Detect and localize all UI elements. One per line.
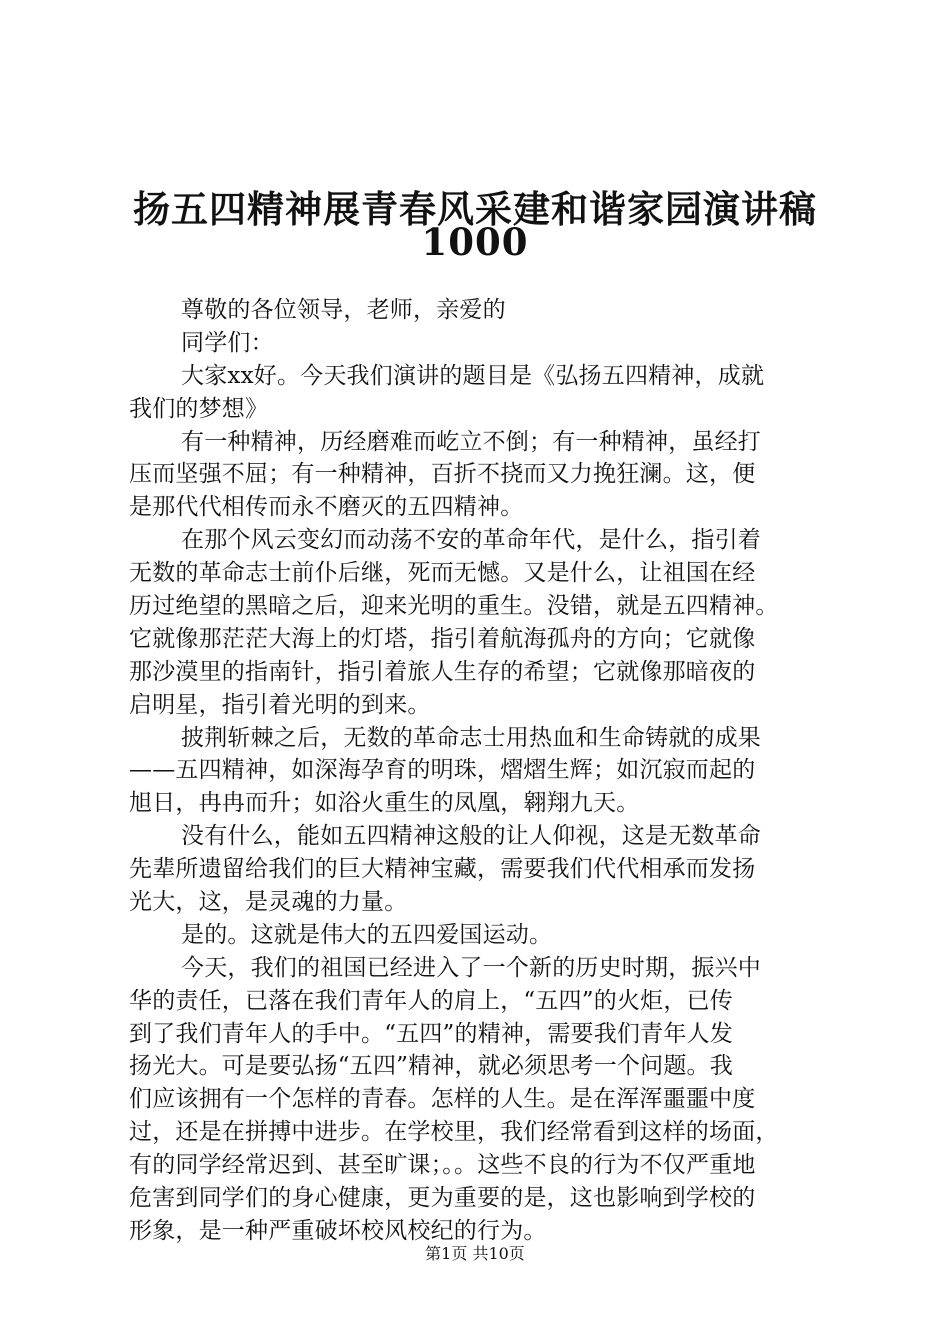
body-text-line: 们应该拥有一个怎样的青春。怎样的人生。是在浑浑噩噩中度 <box>129 1086 756 1113</box>
body-text-line: 尊敬的各位领导，老师，亲爱的 <box>181 297 506 323</box>
body-text-line: 它就像那茫茫大海上的灯塔，指引着航海孤舟的方向；它就像 <box>129 625 756 652</box>
body-text-line: 华的责任，已落在我们青年人的肩上，“五四”的火炬，已传 <box>129 987 733 1014</box>
body-text-line: 今天，我们的祖国已经进入了一个新的历史时期，振兴中 <box>181 954 761 981</box>
body-text-line: 光大，这，是灵魂的力量。 <box>129 889 408 916</box>
document-title-line-1: 扬五四精神展青春风采建和谐家园演讲稿 <box>133 187 817 231</box>
body-text-line: 历过绝望的黑暗之后，迎来光明的重生。没错，就是五四精神。 <box>129 593 779 620</box>
body-text-line: 有的同学经常迟到、甚至旷课；。。这些不良的行为不仅严重地 <box>129 1152 756 1179</box>
document-title-line-2: 1000 <box>421 220 529 264</box>
body-text-line: 我们的梦想》 <box>129 395 269 422</box>
body-text-line: 在那个风云变幻而动荡不安的革命年代，是什么，指引着 <box>181 527 761 554</box>
body-text-line: 大家xx好。今天我们演讲的题目是《弘扬五四精神，成就 <box>181 362 765 389</box>
body-text-line: 危害到同学们的身心健康，更为重要的是，这也影响到学校的 <box>129 1185 756 1212</box>
body-text-line: 启明星，指引着光明的到来。 <box>129 691 431 718</box>
document-body <box>129 294 833 1248</box>
body-text-line: 是那代代相传而永不磨灭的五四精神。 <box>129 494 524 521</box>
body-text-line: ——五四精神，如深海孕育的明珠，熠熠生辉；如沉寂而起的 <box>129 757 756 784</box>
body-text-line: 过，还是在拼搏中进步。在学校里，我们经常看到这样的场面， <box>129 1119 779 1146</box>
body-text-line: 那沙漠里的指南针，指引着旅人生存的希望；它就像那暗夜的 <box>129 658 756 685</box>
body-text-line: 先辈所遗留给我们的巨大精神宝藏，需要我们代代相承而发扬 <box>129 856 756 883</box>
body-text-line: 无数的革命志士前仆后继，死而无憾。又是什么，让祖国在经 <box>129 560 756 587</box>
page-footer: 第1页 共10页 <box>425 1244 525 1263</box>
body-text-line: 有一种精神，历经磨难而屹立不倒；有一种精神，虽经打 <box>181 428 761 455</box>
body-text-line: 扬光大。可是要弘扬“五四”精神，就必须思考一个问题。我 <box>129 1053 733 1080</box>
body-text-line: 是的。这就是伟大的五四爱国运动。 <box>181 921 553 948</box>
body-text-line: 披荆斩棘之后，无数的革命志士用热血和生命铸就的成果 <box>181 724 761 751</box>
body-text-line: 同学们： <box>181 329 274 356</box>
body-text-line: 旭日，冉冉而升；如浴火重生的凤凰，翱翔九天。 <box>129 790 640 817</box>
body-text-line: 形象，是一种严重破坏校风校纪的行为。 <box>129 1217 547 1244</box>
body-text-line: 到了我们青年人的手中。“五四”的精神，需要我们青年人发 <box>129 1020 733 1047</box>
body-text-line: 压而坚强不屈；有一种精神，百折不挠而又力挽狂澜。这，便 <box>129 461 756 488</box>
body-text-line: 没有什么，能如五四精神这般的让人仰视，这是无数革命 <box>181 823 761 850</box>
